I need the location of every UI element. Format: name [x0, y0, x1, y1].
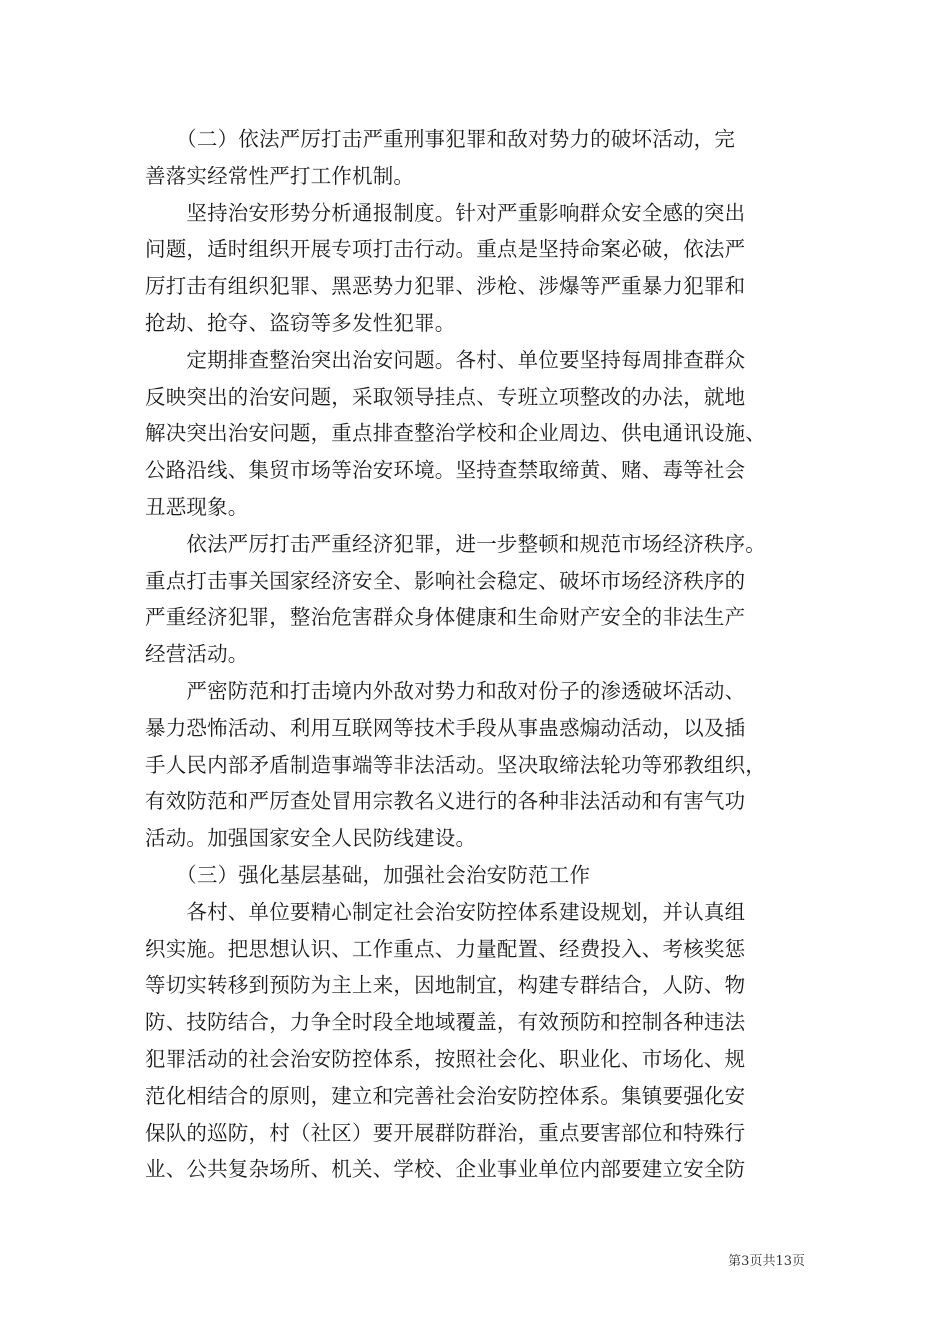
text-line: 问题，适时组织开展专项打击行动。重点是坚持命案必破，依法严	[145, 237, 746, 262]
body-text	[145, 121, 810, 1188]
text-line: 等切实转移到预防为主上来，因地制宜，构建专群结合，人防、物	[145, 973, 746, 998]
page-number: 第3页共13页	[728, 1254, 805, 1269]
text-line: 防、技防结合，力争全时段全地域覆盖，有效预防和控制各种违法	[145, 1010, 746, 1035]
text-line: 经营活动。	[145, 642, 249, 667]
text-line: 有效防范和严厉查处冒用宗教名义进行的各种非法活动和有害气功	[145, 789, 746, 814]
text-line: 手人民内部矛盾制造事端等非法活动。坚决取缔法轮功等邪教组织，	[145, 752, 766, 777]
text-line: 重点打击事关国家经济安全、影响社会稳定、破坏市场经济秩序的	[145, 568, 746, 593]
text-line: 抢劫、抢夺、盗窃等多发性犯罪。	[145, 310, 456, 335]
text-line: 善落实经常性严打工作机制。	[145, 163, 415, 188]
text-line: 定期排查整治突出治安问题。各村、单位要坚持每周排查群众	[145, 347, 746, 372]
text-line: 犯罪活动的社会治安防控体系，按照社会化、职业化、市场化、规	[145, 1046, 746, 1071]
text-line: 丑恶现象。	[145, 494, 249, 519]
text-line: 范化相结合的原则，建立和完善社会治安防控体系。集镇要强化安	[145, 1083, 746, 1108]
text-line: 公路沿线、集贸市场等治安环境。坚持查禁取缔黄、赌、毒等社会	[145, 458, 746, 483]
text-line: 严重经济犯罪，整治危害群众身体健康和生命财产安全的非法生产	[145, 605, 746, 630]
text-line: 严密防范和打击境内外敌对势力和敌对份子的渗透破坏活动、	[145, 678, 746, 703]
text-line: 厉打击有组织犯罪、黑恶势力犯罪、涉枪、涉爆等严重暴力犯罪和	[145, 274, 746, 299]
text-line: 活动。加强国家安全人民防线建设。	[145, 826, 477, 851]
text-line: 保队的巡防，村（社区）要开展群防群治，重点要害部位和特殊行	[145, 1120, 746, 1145]
text-line: （二）依法严厉打击严重刑事犯罪和敌对势力的破坏活动，完	[145, 127, 736, 151]
text-line: 反映突出的治安问题，采取领导挂点、专班立项整改的办法，就地	[145, 384, 746, 409]
text-line: 业、公共复杂场所、机关、学校、企业事业单位内部要建立安全防	[145, 1157, 746, 1182]
text-line: （三）强化基层基础，加强社会治安防范工作	[145, 862, 591, 887]
text-line: 织实施。把思想认识、工作重点、力量配置、经费投入、考核奖惩	[145, 936, 746, 961]
text-line: 解决突出治安问题，重点排查整治学校和企业周边、供电通讯设施、	[145, 421, 766, 446]
text-line: 暴力恐怖活动、利用互联网等技术手段从事蛊惑煽动活动，以及插	[145, 715, 746, 740]
text-line: 各村、单位要精心制定社会治安防控体系建设规划，并认真组	[145, 899, 746, 924]
text-line: 依法严厉打击严重经济犯罪，进一步整顿和规范市场经济秩序。	[145, 531, 766, 556]
text-line: 坚持治安形势分析通报制度。针对严重影响群众安全感的突出	[145, 200, 746, 225]
